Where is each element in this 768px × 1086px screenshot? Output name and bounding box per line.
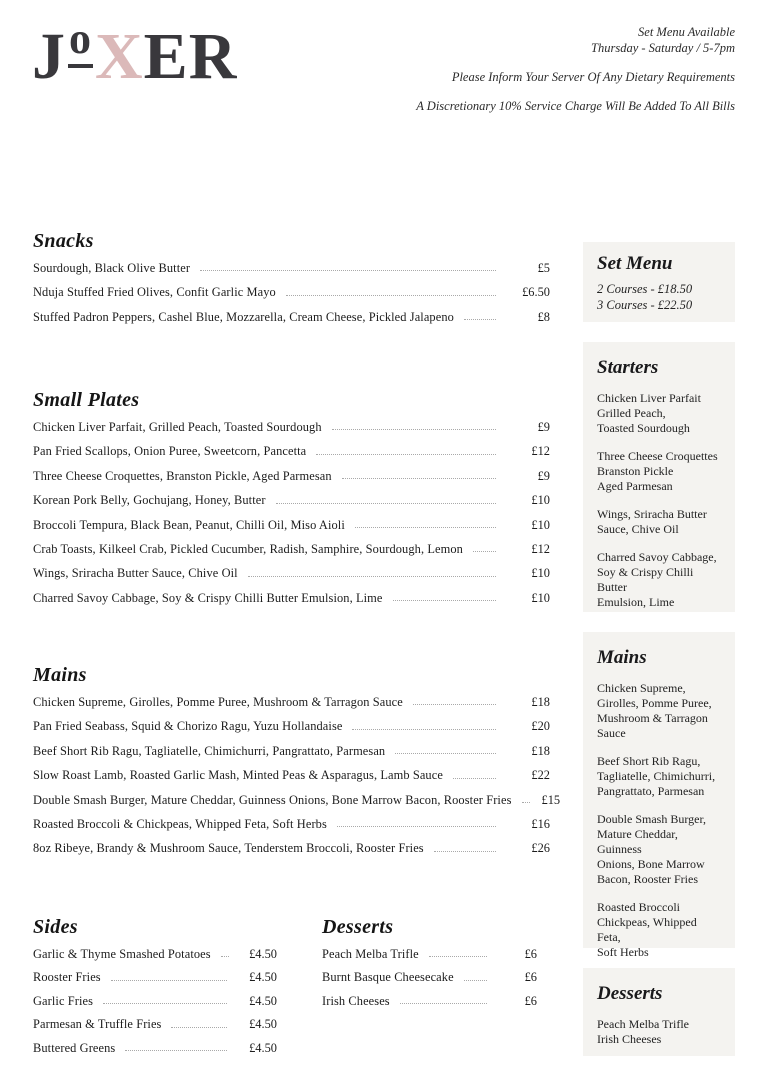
menu-item-name: Chicken Supreme, Girolles, Pomme Puree, Mushroom & Tarragon Sauce (33, 695, 403, 709)
section-small-plates (33, 389, 550, 616)
menu-item-name: Crab Toasts, Kilkeel Crab, Pickled Cucumber, Radish, Samphire, Sourdough, Lemon (33, 542, 463, 557)
menu-item-row (33, 1018, 277, 1030)
menu-item-price: £9 (537, 420, 550, 434)
menu-item-name: Chicken Liver Parfait, Grilled Peach, Toasted Sourdough (33, 420, 322, 434)
dotted-leader (395, 753, 496, 754)
menu-item-name: Sourdough, Black Olive Butter (33, 261, 191, 275)
menu-item-row (322, 971, 537, 983)
dotted-leader (200, 270, 496, 271)
menu-item-row (33, 745, 550, 757)
sidebar-set-menu-panel (583, 242, 735, 322)
menu-item-name: Parmesan & Truffle Fries (33, 1017, 162, 1032)
dotted-leader (355, 527, 496, 528)
sidebar-dish: Wings, Sriracha Butter Sauce, Chive Oil (597, 507, 707, 536)
menu-item-row (33, 592, 550, 604)
menu-item-row (33, 311, 550, 323)
menu-item-name: Korean Pork Belly, Gochujang, Honey, Butter (33, 493, 266, 508)
menu-item-name: Garlic & Thyme Smashed Potatoes (33, 947, 211, 961)
section-desserts (322, 916, 537, 1018)
dotted-leader (413, 704, 496, 705)
sides-item-list (33, 948, 277, 1054)
menu-item-price: £4.50 (249, 1040, 277, 1055)
menu-item-name: Buttered Greens (33, 1040, 116, 1055)
sidebar-dish: Three Cheese Croquettes Branston Pickle Aged Parmesan (597, 449, 718, 493)
menu-item-name: Pan Fried Scallops, Onion Puree, Sweetcorn, Pancetta (33, 444, 307, 459)
menu-item-row (33, 567, 550, 579)
sidebar-dish: Double Smash Burger, Mature Cheddar, Guinness Onions, Bone Marrow Bacon, Rooster Fries (597, 812, 706, 886)
header-notes (416, 24, 735, 127)
dotted-leader (248, 576, 496, 577)
menu-item-name: Roasted Broccoli & Chickpeas, Whipped Feta, Soft Herbs (33, 817, 327, 832)
section-title-small-plates: Small Plates (33, 389, 140, 411)
menu-item-price: £18 (531, 695, 550, 709)
menu-item-price: £10 (531, 566, 550, 581)
dotted-leader (453, 778, 496, 779)
sidebar-starters-list (597, 391, 721, 610)
menu-item-row (33, 995, 277, 1007)
menu-item-price: £4.50 (249, 993, 277, 1008)
service-charge-note: A Discretionary 10% Service Charge Will Be Added To All Bills (416, 99, 735, 113)
small-plates-item-list (33, 421, 550, 604)
dotted-leader (286, 295, 496, 296)
section-title-desserts: Desserts (322, 916, 394, 938)
logo-letters-er: ER (143, 20, 238, 93)
snacks-item-list (33, 262, 550, 323)
menu-item-price: £10 (531, 493, 550, 508)
availability-line1: Set Menu Available (638, 25, 735, 39)
menu-item-row (33, 286, 550, 298)
dotted-leader (171, 1027, 227, 1028)
menu-item-price: £6 (524, 947, 537, 961)
menu-item-row (322, 948, 537, 960)
dotted-leader (473, 551, 496, 552)
section-title-sides: Sides (33, 916, 78, 938)
menu-item-name: Garlic Fries (33, 993, 94, 1008)
dotted-leader (434, 851, 496, 852)
sidebar-dish: Beef Short Rib Ragu, Tagliatelle, Chimichurri, Pangrattato, Parmesan (597, 754, 716, 798)
dietary-note: Please Inform Your Server Of Any Dietary Requirements (451, 70, 735, 84)
dotted-leader (332, 429, 496, 430)
dotted-leader (393, 600, 496, 601)
menu-item-name: 8oz Ribeye, Brandy & Mushroom Sauce, Tenderstem Broccoli, Rooster Fries (33, 841, 424, 856)
sidebar-set-menu-title: Set Menu (597, 253, 673, 274)
menu-item-price: £4.50 (249, 970, 277, 985)
mains-item-list (33, 695, 561, 856)
menu-item-name: Rooster Fries (33, 970, 101, 985)
menu-item-row (33, 696, 550, 708)
menu-item-row (33, 1042, 277, 1054)
menu-item-price: £4.50 (249, 947, 277, 961)
logo-letter-j: J (32, 20, 66, 93)
menu-item-row (33, 971, 277, 983)
menu-item-name: Nduja Stuffed Fried Olives, Confit Garlic Mayo (33, 285, 276, 300)
dotted-leader (429, 956, 487, 957)
menu-item-price: £10 (531, 517, 550, 532)
dotted-leader (125, 1050, 227, 1051)
set-menu-course-price: 3 Courses - £22.50 (597, 297, 693, 312)
menu-item-name: Pan Fried Seabass, Squid & Chorizo Ragu, Yuzu Hollandaise (33, 719, 343, 734)
menu-item-row (33, 543, 550, 555)
sidebar-mains-title: Mains (597, 647, 647, 668)
dotted-leader (400, 1003, 487, 1004)
menu-item-price: £9 (537, 468, 550, 483)
menu-item-row (33, 948, 277, 960)
menu-item-name: Burnt Basque Cheesecake (322, 970, 454, 985)
dotted-leader (103, 1003, 227, 1004)
section-title-snacks: Snacks (33, 230, 94, 252)
menu-item-name: Peach Melba Trifle (322, 947, 419, 961)
menu-item-price: £6 (524, 970, 537, 985)
menu-item-name: Irish Cheeses (322, 993, 390, 1008)
desserts-item-list (322, 948, 537, 1007)
menu-item-price: £18 (531, 743, 550, 758)
section-sides (33, 916, 277, 1065)
section-title-mains: Mains (33, 664, 87, 686)
sidebar-dish: Roasted Broccoli Chickpeas, Whipped Feta, Soft Herbs (597, 900, 697, 959)
sidebar-desserts-title: Desserts (597, 983, 663, 1004)
dotted-leader (464, 319, 496, 320)
menu-item-price: £6 (524, 993, 537, 1008)
menu-item-row (33, 842, 550, 854)
menu-item-price: £6.50 (522, 285, 550, 300)
menu-item-price: £4.50 (249, 1017, 277, 1032)
menu-item-row (33, 445, 550, 457)
sidebar-dish: Peach Melba Trifle Irish Cheeses (597, 1017, 689, 1046)
dotted-leader (352, 729, 496, 730)
menu-item-row (33, 470, 550, 482)
dotted-leader (337, 826, 496, 827)
sidebar-starters-title: Starters (597, 357, 659, 378)
sidebar-desserts-list (597, 1017, 721, 1047)
availability-line2: Thursday - Saturday / 5-7pm (591, 41, 735, 55)
menu-item-name: Slow Roast Lamb, Roasted Garlic Mash, Minted Peas & Asparagus, Lamb Sauce (33, 768, 443, 783)
menu-item-price: £15 (541, 792, 561, 807)
menu-item-row (33, 792, 561, 807)
dotted-leader (316, 454, 496, 455)
menu-item-price: £8 (537, 309, 550, 324)
menu-item-name: Broccoli Tempura, Black Bean, Peanut, Chilli Oil, Miso Aioli (33, 517, 345, 532)
sidebar-dish: Chicken Supreme, Girolles, Pomme Puree, Mushroom & Tarragon Sauce (597, 681, 712, 740)
menu-item-price: £22 (531, 768, 550, 783)
dotted-leader (522, 802, 530, 803)
sidebar-mains-list (597, 681, 721, 960)
menu-item-row (33, 494, 550, 506)
menu-item-row (33, 519, 550, 531)
sidebar-mains-panel (583, 632, 735, 959)
menu-item-price: £26 (531, 841, 550, 856)
menu-item-price: £20 (531, 719, 550, 734)
dotted-leader (464, 980, 487, 981)
menu-item-name: Three Cheese Croquettes, Branston Pickle, Aged Parmesan (33, 468, 332, 483)
menu-item-price: £12 (531, 444, 550, 459)
set-menu-course-price: 2 Courses - £18.50 (597, 282, 693, 296)
dotted-leader (111, 980, 227, 981)
sidebar-starters-panel (583, 342, 735, 612)
dotted-leader (276, 503, 496, 504)
menu-item-row (322, 995, 537, 1007)
menu-item-name: Beef Short Rib Ragu, Tagliatelle, Chimichurri, Pangrattato, Parmesan (33, 743, 386, 758)
menu-item-price: £5 (537, 261, 550, 275)
menu-item-row (33, 818, 550, 830)
menu-item-price: £12 (531, 542, 550, 557)
menu-item-row (33, 720, 550, 732)
menu-item-price: £16 (531, 817, 550, 832)
dotted-leader (342, 478, 496, 479)
section-mains (33, 664, 561, 867)
menu-item-price: £10 (531, 590, 550, 605)
menu-item-row (33, 769, 550, 781)
logo-letter-x: X (95, 20, 144, 93)
sidebar-desserts-panel (583, 968, 735, 1056)
dotted-leader (221, 956, 229, 957)
menu-item-name: Wings, Sriracha Butter Sauce, Chive Oil (33, 566, 238, 581)
sidebar-dish: Chicken Liver Parfait Grilled Peach, Toasted Sourdough (597, 391, 701, 435)
sidebar-dish: Charred Savoy Cabbage, Soy & Crispy Chilli Butter Emulsion, Lime (597, 550, 717, 609)
menu-item-name: Double Smash Burger, Mature Cheddar, Guinness Onions, Bone Marrow Bacon, Rooster Fries (33, 792, 512, 807)
menu-item-name: Charred Savoy Cabbage, Soy & Crispy Chilli Butter Emulsion, Lime (33, 590, 383, 605)
restaurant-logo (32, 14, 238, 93)
logo-letter-o: o (68, 17, 93, 68)
menu-item-row (33, 421, 550, 433)
section-snacks (33, 230, 550, 335)
set-menu-course-list (597, 282, 721, 313)
menu-item-row (33, 262, 550, 274)
availability-note (416, 24, 735, 56)
menu-item-name: Stuffed Padron Peppers, Cashel Blue, Mozzarella, Cream Cheese, Pickled Jalapeno (33, 309, 454, 324)
